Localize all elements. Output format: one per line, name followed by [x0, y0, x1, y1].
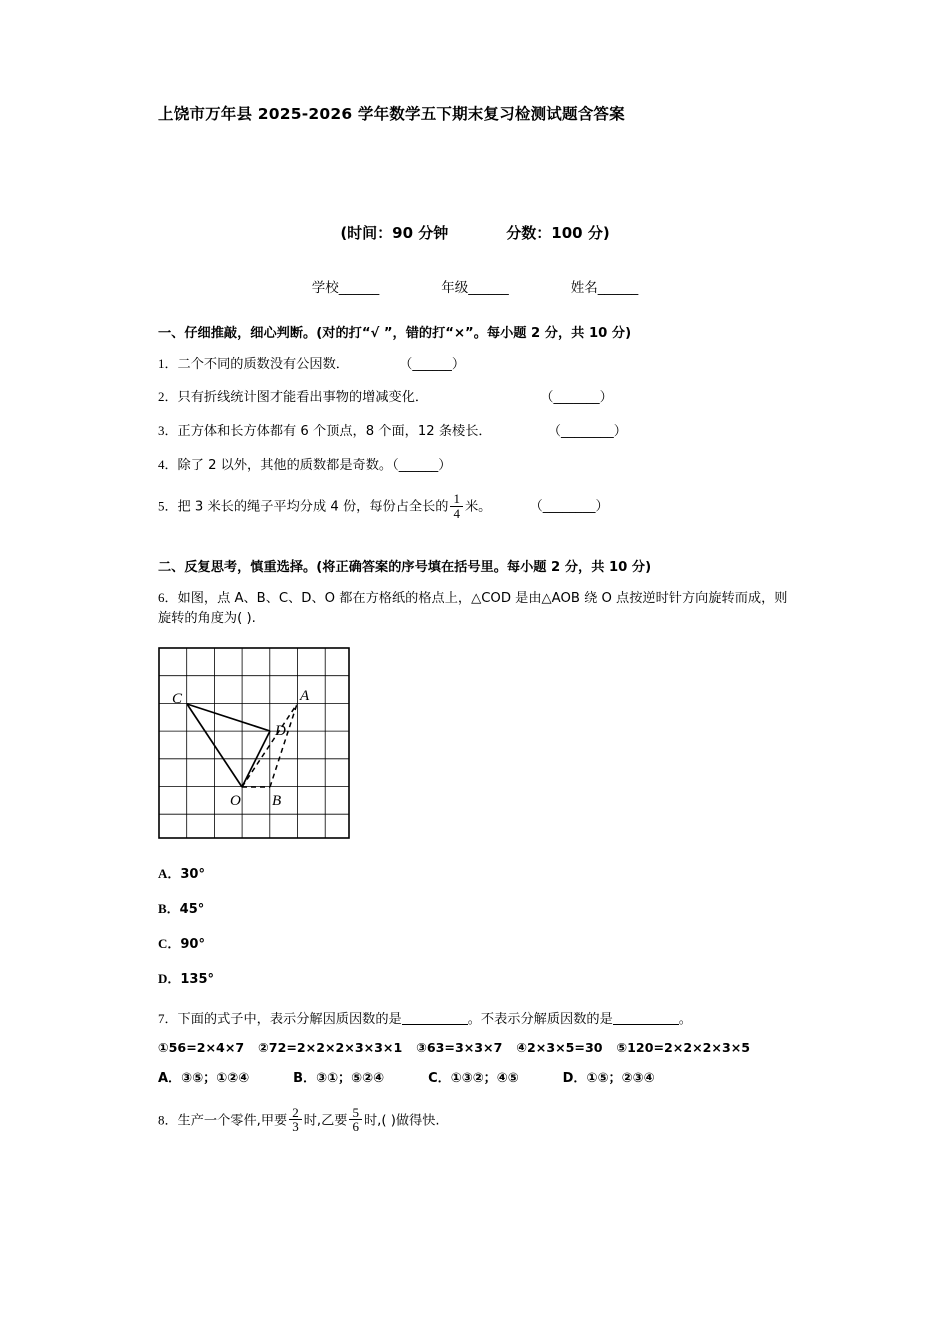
- exam-score-label: 分数：100 分): [506, 223, 610, 242]
- choice-a-value: 30°: [180, 866, 205, 882]
- question-8-number: 8．: [158, 1112, 178, 1128]
- choice-b[interactable]: [158, 898, 792, 917]
- exam-info: [158, 222, 792, 243]
- label-d: D: [275, 722, 286, 739]
- question-2: [158, 387, 792, 408]
- expression-3: ③63=3×3×7: [416, 1039, 503, 1055]
- section-1-heading: 一、仔细推敲，细心判断。(对的打“√ ”，错的打“×”。每小题 2 分，共 10 分): [158, 325, 632, 341]
- field-grade: 年级______: [441, 279, 509, 296]
- question-7-blank-2[interactable]: [613, 1024, 679, 1025]
- question-1-answer-blank[interactable]: （______）: [399, 356, 466, 372]
- question-6-number: 6．: [158, 590, 178, 606]
- q7-choice-a[interactable]: A．③⑤；①②④: [158, 1070, 250, 1086]
- question-6: [158, 588, 792, 629]
- question-7-choices: [158, 1067, 792, 1086]
- section-2-heading: 二、反复思考，慎重选择。(将正确答案的序号填在括号里。每小题 2 分，共 10 分): [158, 560, 652, 576]
- question-8-text-b: 时,乙要: [303, 1113, 348, 1129]
- choice-c-label: C．: [158, 935, 181, 951]
- choice-d-label: D．: [158, 970, 181, 986]
- question-6-figure: [158, 647, 358, 847]
- question-1: [158, 354, 792, 375]
- question-8: [158, 1106, 792, 1134]
- question-7-text-a: 下面的式子中，表示分解因质因数的是: [177, 1011, 402, 1027]
- question-3: [158, 421, 792, 442]
- choice-a-label: A．: [158, 865, 181, 881]
- q7-choice-b[interactable]: B．③①；⑤②④: [293, 1070, 385, 1086]
- expression-4: ④2×3×5=30: [516, 1039, 603, 1055]
- choice-c-value: 90°: [180, 936, 205, 952]
- question-7-number: 7．: [158, 1010, 178, 1026]
- question-5-text-a: 把 3 米长的绳子平均分成 4 份，每份占全长的: [177, 499, 449, 515]
- grid-geometry-diagram: [158, 647, 358, 847]
- field-name: 姓名______: [570, 279, 639, 296]
- document-content: [158, 104, 792, 1134]
- expression-2: ②72=2×2×2×3×3×1: [258, 1039, 403, 1055]
- field-school: 学校______: [311, 279, 380, 296]
- question-7: [158, 1009, 792, 1030]
- question-5-number: 5．: [158, 498, 178, 514]
- expression-5: ⑤120=2×2×2×3×5: [616, 1039, 751, 1055]
- question-4-text: 除了 2 以外，其他的质数都是奇数。（______）: [177, 458, 452, 474]
- question-3-number: 3．: [158, 423, 178, 439]
- question-4-number: 4．: [158, 457, 178, 473]
- label-o: O: [230, 792, 241, 809]
- choice-d-value: 135°: [180, 971, 215, 987]
- q7-choice-d[interactable]: D．①⑤；②③④: [562, 1070, 655, 1086]
- choice-b-label: B．: [158, 900, 180, 916]
- question-1-number: 1．: [158, 355, 178, 371]
- question-5-text-b: 米。: [464, 499, 492, 515]
- question-1-text: 二个不同的质数没有公因数．: [177, 356, 349, 372]
- question-7-text-b: 。不表示分解质因数的是: [467, 1011, 613, 1027]
- question-5: [158, 492, 792, 520]
- question-5-answer-blank[interactable]: （________）: [529, 499, 609, 515]
- question-8-text-a: 生产一个零件,甲要: [177, 1113, 288, 1129]
- expression-1: ①56=2×4×7: [158, 1039, 245, 1055]
- question-6-text: 如图，点 A、B、C、D、O 都在方格纸的格点上，△COD 是由△AOB 绕 O 点按逆时针方向旋转而成，则旋转的角度为( ).: [158, 591, 788, 626]
- question-8-text-c: 时,( )做得快.: [363, 1113, 440, 1129]
- choice-d[interactable]: [158, 968, 792, 987]
- fraction-two-thirds: $\frac{2}{3}$: [289, 1106, 302, 1134]
- label-c: C: [172, 690, 183, 707]
- question-3-answer-blank[interactable]: （________）: [547, 424, 627, 440]
- student-fields: [158, 276, 792, 296]
- fraction-five-sixths: $\frac{5}{6}$: [349, 1106, 362, 1134]
- question-6-choices: [158, 863, 792, 987]
- question-7-blank-1[interactable]: [402, 1024, 468, 1025]
- choice-a[interactable]: [158, 863, 792, 882]
- page-title: 上饶市万年县 2025-2026 学年数学五下期末复习检测试题含答案: [158, 105, 625, 123]
- choice-c[interactable]: [158, 933, 792, 952]
- fraction-one-fourth: $\frac{1}{4}$: [450, 492, 463, 520]
- question-2-number: 2．: [158, 389, 178, 405]
- q7-choice-c[interactable]: C．①③②；④⑤: [428, 1070, 519, 1086]
- question-2-answer-blank[interactable]: （_______）: [540, 390, 613, 406]
- question-4: [158, 455, 792, 476]
- exam-time-label: (时间：90 分钟: [340, 223, 449, 242]
- choice-b-value: 45°: [179, 901, 205, 917]
- question-7-expressions: [158, 1040, 792, 1055]
- label-b: B: [272, 792, 282, 809]
- label-a: A: [300, 687, 310, 704]
- question-7-text-c: 。: [678, 1011, 692, 1027]
- question-2-text: 只有折线统计图才能看出事物的增减变化．: [177, 390, 429, 406]
- question-3-text: 正方体和长方体都有 6 个顶点，8 个面，12 条棱长．: [177, 424, 492, 440]
